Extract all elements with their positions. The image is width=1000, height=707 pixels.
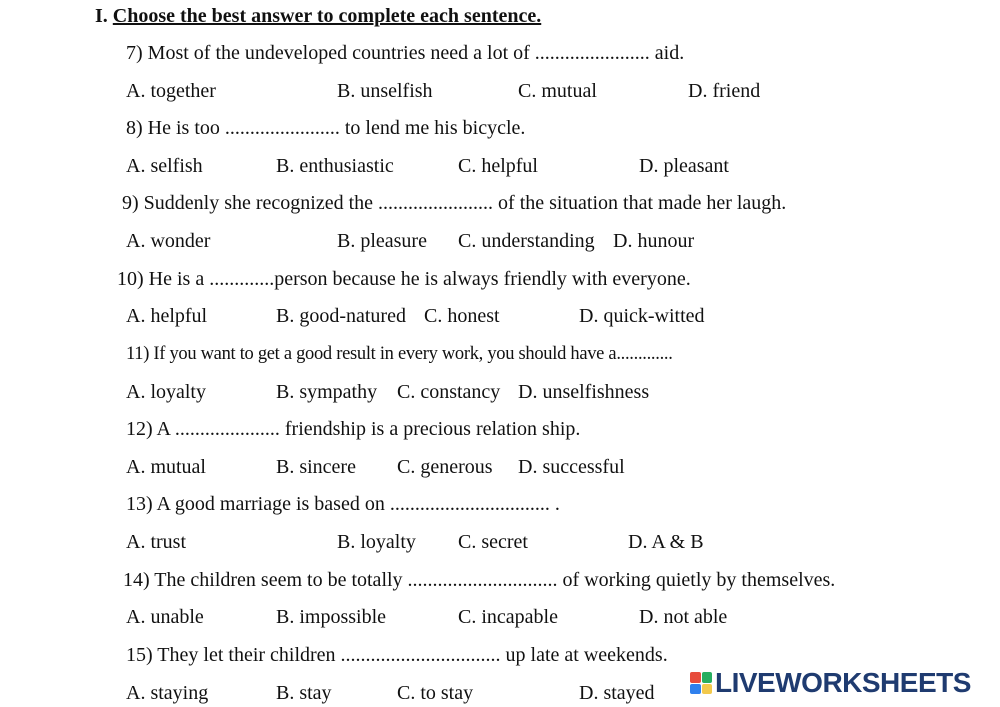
option-d[interactable]: D. A & B (628, 531, 704, 553)
brand-name: LIVEWORKSHEETS (715, 667, 971, 698)
option-d[interactable]: D. pleasant (639, 155, 729, 177)
option-b[interactable]: B. enthusiastic (276, 155, 394, 177)
question-14: 14) The children seem to be totally .............................. of working quietly by themselves. (123, 569, 836, 591)
option-a[interactable]: A. trust (126, 531, 186, 553)
option-c[interactable]: C. honest (424, 305, 500, 327)
question-15: 15) They let their children ................................ up late at weekends. (126, 644, 668, 666)
question-7: 7) Most of the undeveloped countries need a lot of ....................... aid. (126, 42, 685, 64)
section-number: I. (95, 5, 108, 27)
option-c[interactable]: C. generous (397, 456, 493, 478)
option-a[interactable]: A. staying (126, 682, 209, 704)
section-title: Choose the best answer to complete each sentence. (112, 5, 542, 27)
option-b[interactable]: B. unselfish (337, 80, 433, 102)
question-8: 8) He is too ....................... to lend me his bicycle. (126, 117, 526, 139)
option-d[interactable]: D. not able (639, 606, 728, 628)
option-b[interactable]: B. good-natured (276, 305, 406, 327)
question-12: 12) A ..................... friendship is a precious relation ship. (126, 418, 581, 440)
option-c[interactable]: C. understanding (458, 230, 595, 252)
option-c[interactable]: C. incapable (458, 606, 558, 628)
option-b[interactable]: B. sincere (276, 456, 356, 478)
option-a[interactable]: A. wonder (126, 230, 211, 252)
option-b[interactable]: B. sympathy (276, 381, 378, 403)
option-d[interactable]: D. stayed (579, 682, 655, 704)
option-c[interactable]: C. mutual (518, 80, 597, 102)
option-a[interactable]: A. selfish (126, 155, 203, 177)
option-d[interactable]: D. hunour (613, 230, 695, 252)
option-d[interactable]: D. successful (518, 456, 625, 478)
option-b[interactable]: B. pleasure (337, 230, 427, 252)
option-c[interactable]: C. secret (458, 531, 528, 553)
option-a[interactable]: A. mutual (126, 456, 206, 478)
question-13: 13) A good marriage is based on ................................ . (126, 493, 560, 515)
section-heading (95, 4, 541, 28)
question-10: 10) He is a .............person because he is always friendly with everyone. (117, 268, 691, 290)
option-d[interactable]: D. unselfishness (518, 381, 650, 403)
option-a[interactable]: A. unable (126, 606, 204, 628)
option-b[interactable]: B. loyalty (337, 531, 416, 553)
option-d[interactable]: D. quick-witted (579, 305, 705, 327)
question-9: 9) Suddenly she recognized the ....................... of the situation that made her laugh. (122, 192, 787, 214)
option-c[interactable]: C. constancy (397, 381, 501, 403)
option-a[interactable]: A. helpful (126, 305, 208, 327)
liveworksheets-watermark (690, 667, 971, 699)
liveworksheets-logo-icon (690, 672, 712, 694)
option-d[interactable]: D. friend (688, 80, 761, 102)
option-b[interactable]: B. stay (276, 682, 332, 704)
option-a[interactable]: A. together (126, 80, 216, 102)
option-c[interactable]: C. helpful (458, 155, 538, 177)
option-a[interactable]: A. loyalty (126, 381, 206, 403)
option-b[interactable]: B. impossible (276, 606, 387, 628)
option-c[interactable]: C. to stay (397, 682, 474, 704)
question-11: 11) If you want to get a good result in every work, you should have a............. (126, 344, 673, 364)
